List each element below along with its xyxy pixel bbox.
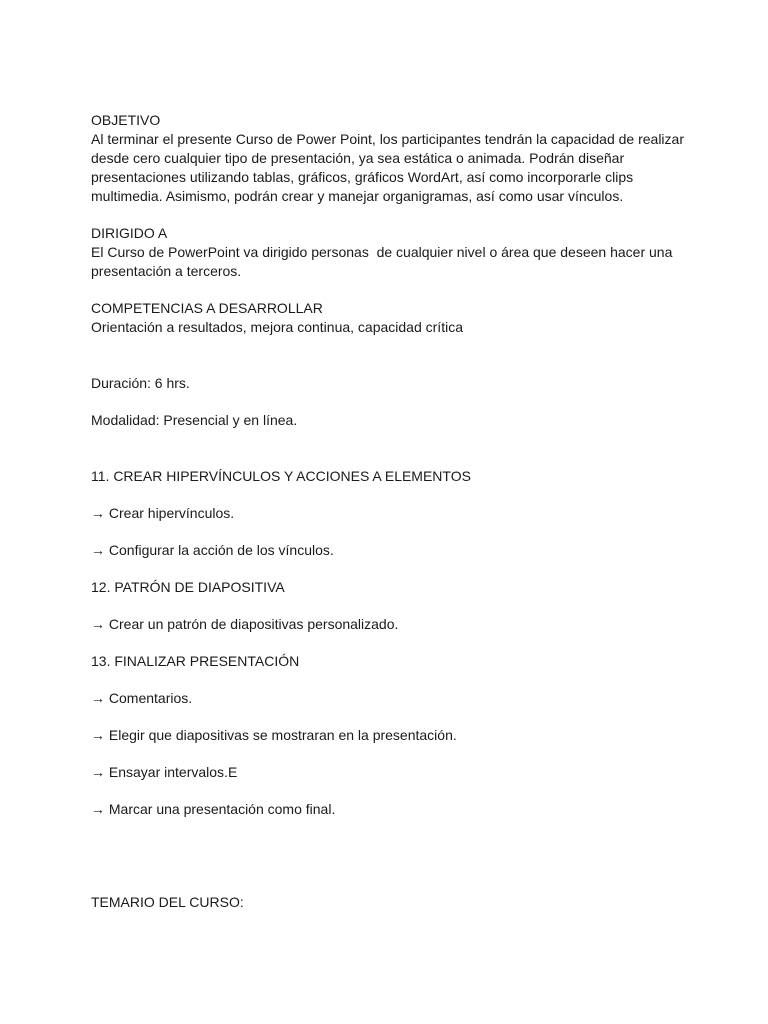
document-page [91,111,711,912]
temario-heading: TEMARIO DEL CURSO: [91,894,244,910]
competencias-heading: COMPETENCIAS A DESARROLLAR [91,300,323,316]
objetivo-line: presentaciones utilizando tablas, gráficos, gráficos WordArt, así como incorporarle clips [91,169,634,185]
list-item: → Elegir que diapositivas se mostraran en la presentación. [91,727,457,743]
duracion-text: Duración: 6 hrs. [91,375,190,391]
dirigido-line: El Curso de PowerPoint va dirigido personas de cualquier nivel o área que deseen hacer una [91,244,673,260]
objetivo-line: Al terminar el presente Curso de Power Point, los participantes tendrán la capacidad de realizar [91,131,684,147]
list-item: → Comentarios. [91,690,193,706]
section-13-title: 13. FINALIZAR PRESENTACIÓN [91,653,300,669]
list-item: → Crear un patrón de diapositivas personalizado. [91,616,399,632]
objetivo-heading: OBJETIVO [91,112,161,128]
objetivo-line: multimedia. Asimismo, podrán crear y manejar organigramas, así como usar vínculos. [91,188,624,204]
section-11-title: 11. CREAR HIPERVÍNCULOS Y ACCIONES A ELEMENTOS [91,468,471,484]
competencias-text: Orientación a resultados, mejora continua, capacidad crítica [91,319,463,335]
list-item: → Marcar una presentación como final. [91,801,336,817]
list-item: → Crear hipervínculos. [91,505,235,521]
list-item: → Configurar la acción de los vínculos. [91,542,334,558]
objetivo-line: desde cero cualquier tipo de presentación, ya sea estática o animada. Podrán diseñar [91,150,625,166]
dirigido-heading: DIRIGIDO A [91,225,168,241]
section-12-title: 12. PATRÓN DE DIAPOSITIVA [91,579,285,595]
list-item: → Ensayar intervalos.E [91,764,238,780]
modalidad-text: Modalidad: Presencial y en línea. [91,412,298,428]
dirigido-line: presentación a terceros. [91,263,242,279]
